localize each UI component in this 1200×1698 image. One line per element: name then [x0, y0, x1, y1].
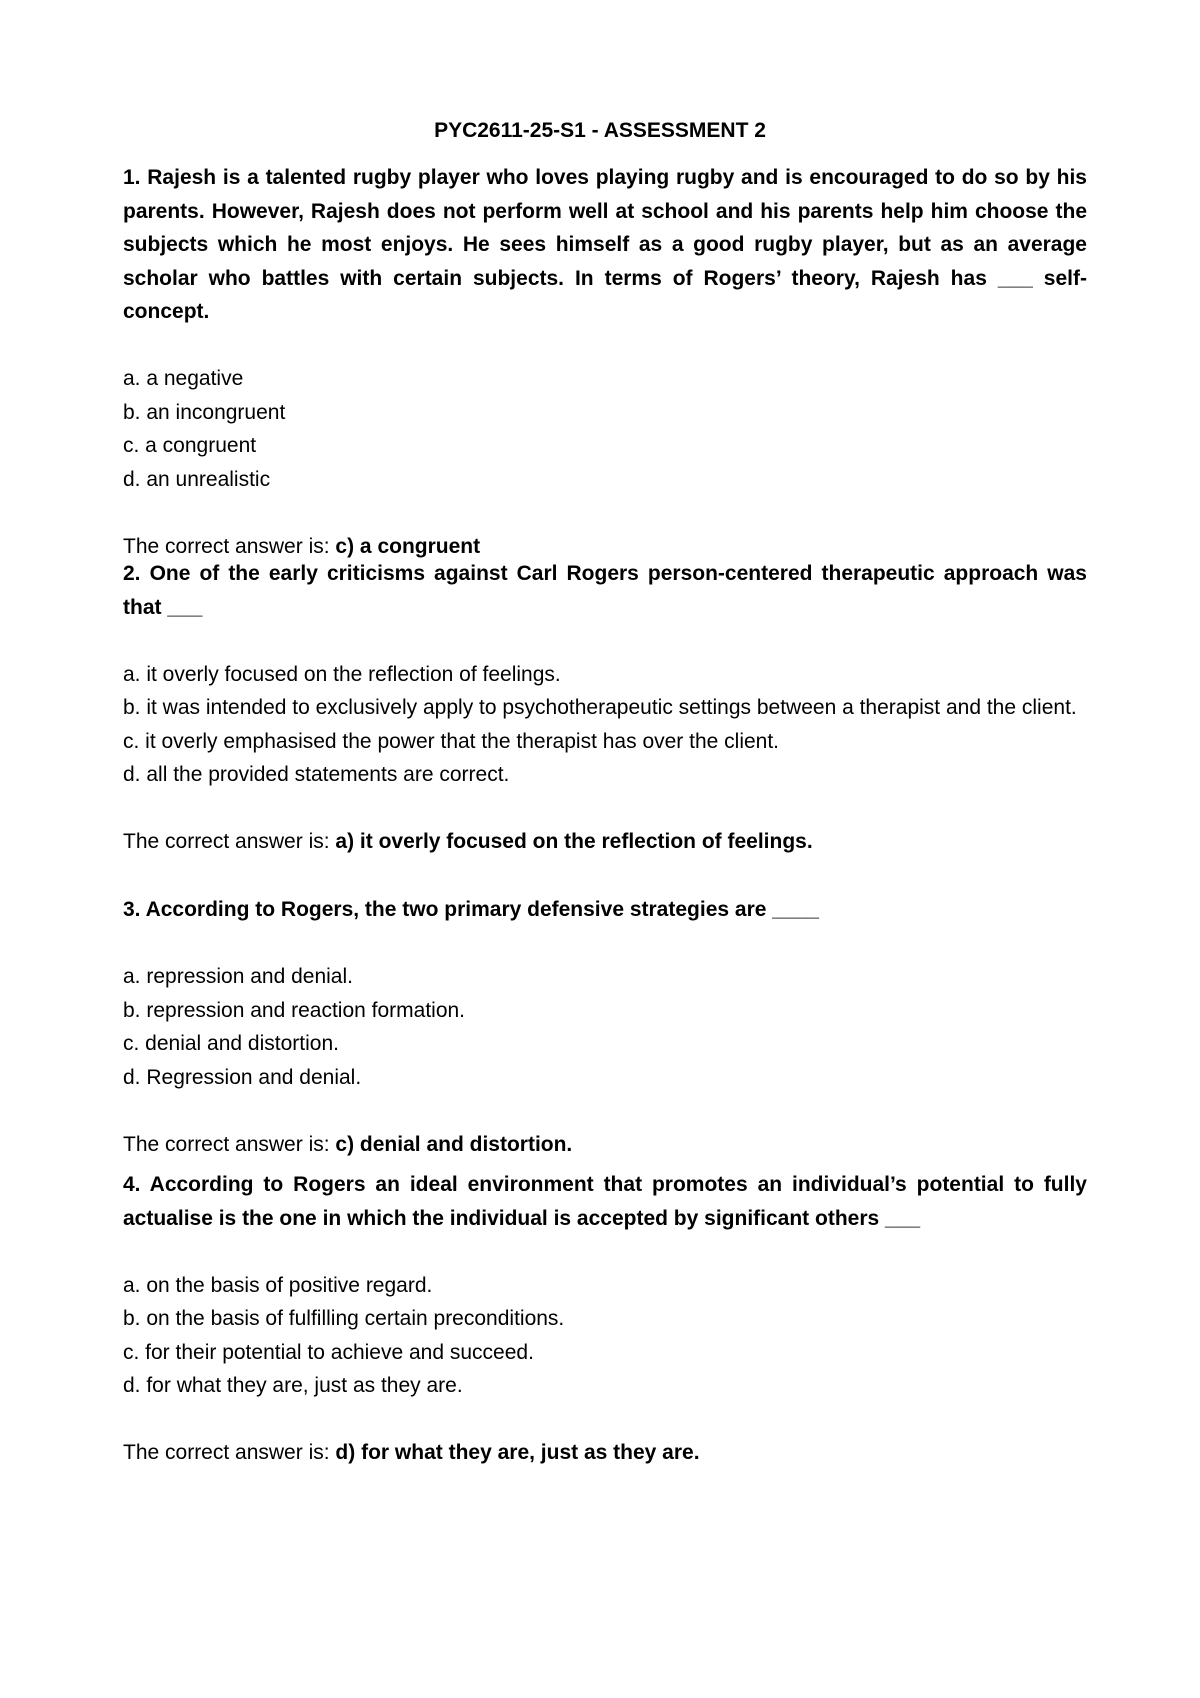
option-b: b. on the basis of fulfilling certain preconditions.	[123, 1307, 565, 1330]
question-2	[123, 557, 1087, 859]
answer-label: The correct answer is:	[123, 534, 330, 558]
question-number: 1.	[123, 166, 141, 189]
answer-value: c) denial and distortion.	[335, 1132, 573, 1156]
option-a: a. repression and denial.	[123, 965, 353, 988]
answer-value: d) for what they are, just as they are.	[335, 1441, 700, 1464]
option-c: c. a congruent	[123, 434, 257, 457]
option-d: d. all the provided statements are correct.	[123, 763, 510, 786]
question-text: According to Rogers, the two primary defensive strategies are ____	[145, 898, 819, 921]
option-b: b. repression and reaction formation.	[123, 998, 466, 1022]
option-c: c. denial and distortion.	[123, 1032, 339, 1055]
question-text: According to Rogers an ideal environment that promotes an individual’s potential to fully actualise is the one in which the individual is accepted by significant others ___	[123, 1173, 1087, 1230]
question-4-answer	[123, 1436, 1087, 1470]
question-2-answer	[123, 825, 1087, 859]
option-c: c. for their potential to achieve and succeed.	[123, 1340, 534, 1364]
answer-label: The correct answer is:	[123, 1132, 330, 1156]
option-d: d. Regression and denial.	[123, 1065, 362, 1089]
document-title: PYC2611-25-S1 - ASSESSMENT 2	[434, 119, 766, 142]
question-1-options	[123, 362, 1087, 496]
question-number: 3.	[123, 898, 141, 921]
question-4-options	[123, 1269, 1087, 1403]
option-b: b. it was intended to exclusively apply to psychotherapeutic settings between a therapist and the client.	[123, 696, 1077, 719]
question-1-stem	[123, 161, 1087, 329]
option-c: c. it overly emphasised the power that the therapist has over the client.	[123, 729, 780, 753]
answer-label: The correct answer is:	[123, 830, 330, 853]
question-1	[123, 161, 1087, 563]
question-text: Rajesh is a talented rugby player who loves playing rugby and is encouraged to do so by his parents. However, Rajesh does not perform well at school and his parents help him choose the subjects which he most enjoys. He sees himself as a good rugby player, but as an average scholar who battles with certain subjects. In terms of Rogers’ theory, Rajesh has ___ self-concept.	[123, 166, 1087, 323]
question-text: One of the early criticisms against Carl Rogers person-centered therapeutic approach was that ___	[123, 562, 1087, 619]
answer-value: a) it overly focused on the reflection of feelings.	[335, 830, 813, 853]
option-a: a. a negative	[123, 367, 244, 390]
option-a: a. on the basis of positive regard.	[123, 1273, 433, 1297]
question-number: 2.	[123, 562, 141, 585]
answer-value: c) a congruent	[335, 534, 481, 558]
question-3-options	[123, 960, 1087, 1094]
question-3-answer	[123, 1128, 1087, 1162]
question-4	[123, 1168, 1087, 1470]
question-3	[123, 893, 1087, 1161]
question-3-stem	[123, 893, 1087, 927]
question-4-stem	[123, 1168, 1087, 1235]
question-number: 4.	[123, 1173, 141, 1196]
option-d: d. for what they are, just as they are.	[123, 1374, 463, 1397]
answer-label: The correct answer is:	[123, 1441, 330, 1464]
option-a: a. it overly focused on the reflection of feelings.	[123, 662, 561, 686]
option-d: d. an unrealistic	[123, 467, 271, 491]
option-b: b. an incongruent	[123, 400, 286, 424]
question-2-stem	[123, 557, 1087, 624]
question-2-options	[123, 658, 1087, 792]
